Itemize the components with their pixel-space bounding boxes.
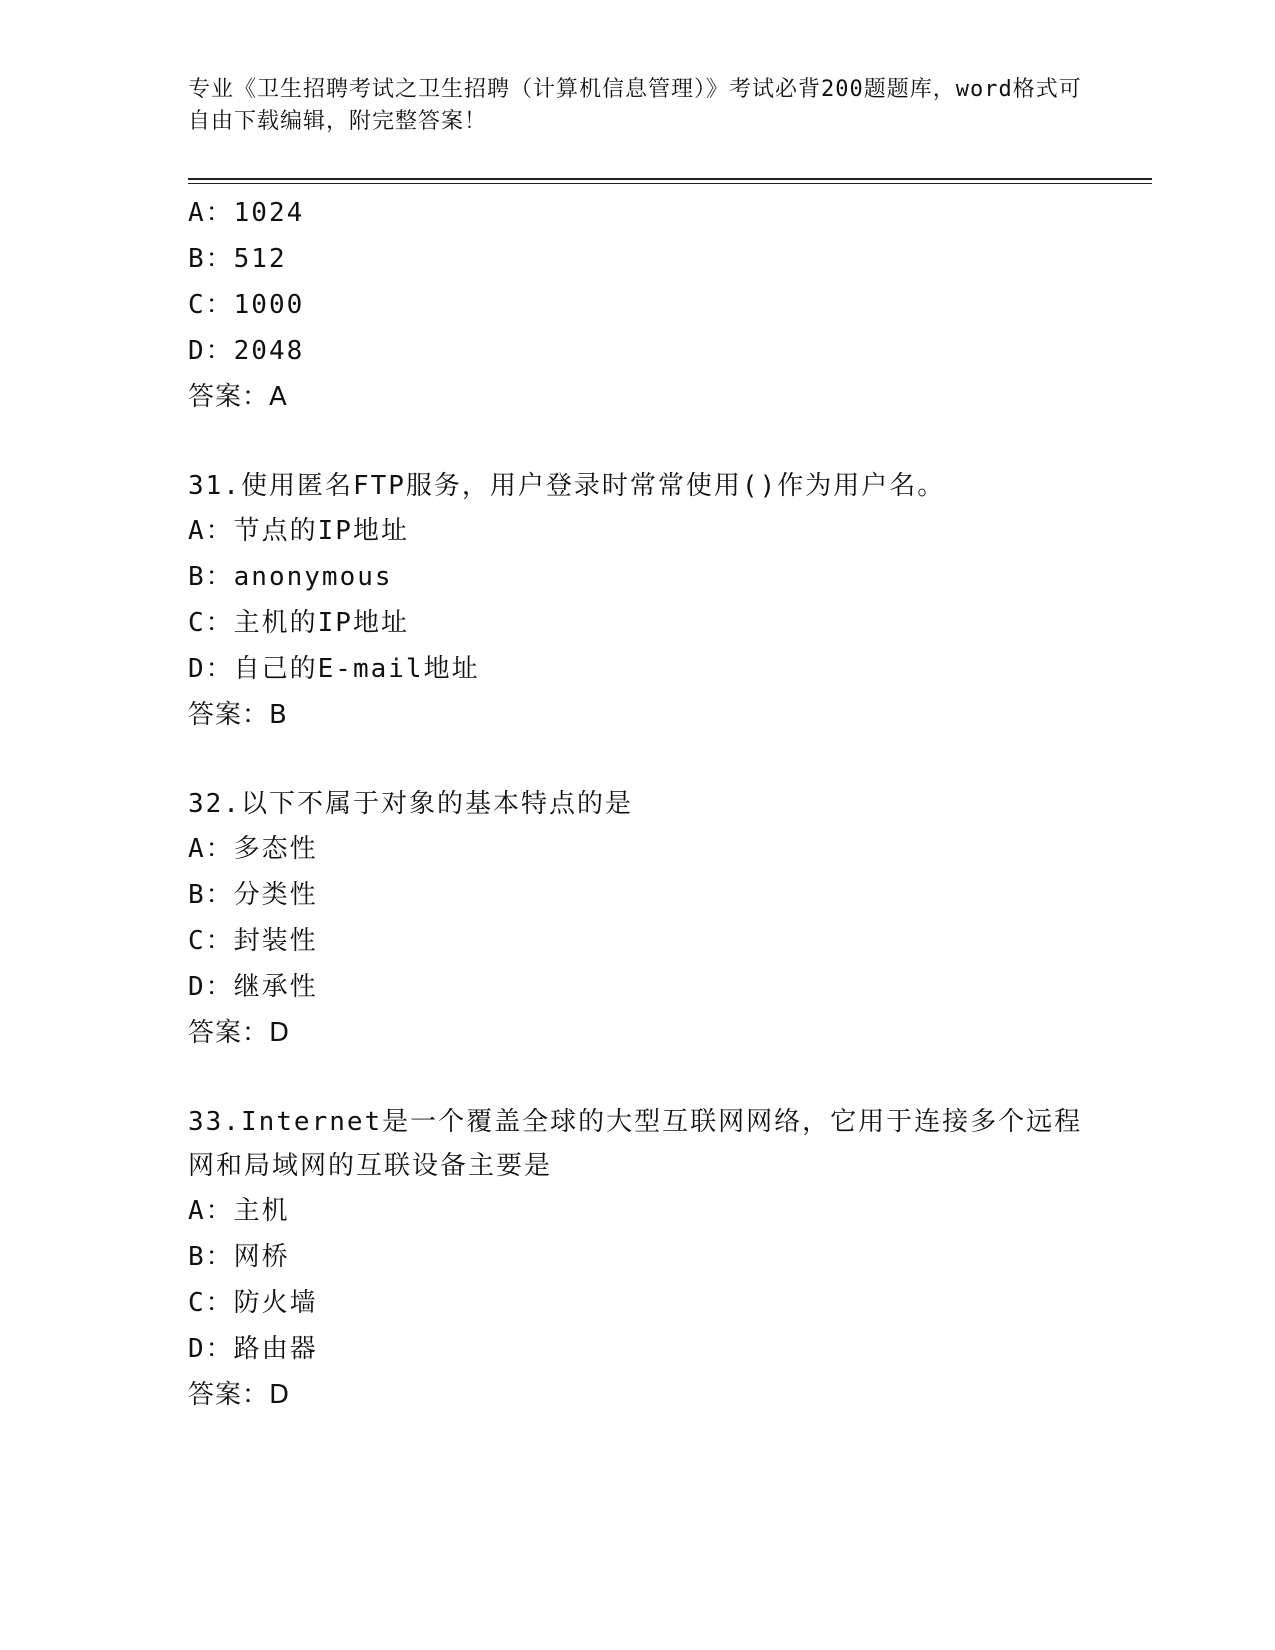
option-b: B：anonymous — [188, 562, 393, 592]
option-c: C：1000 — [188, 290, 305, 320]
answer-line: 答案：D — [188, 1380, 291, 1410]
question-text: 32.以下不属于对象的基本特点的是 — [188, 789, 633, 819]
document-header: 专业《卫生招聘考试之卫生招聘（计算机信息管理）》考试必背200题题库，word格式可自由下载编辑，附完整答案！ — [188, 77, 1082, 134]
option-a: A：多态性 — [188, 834, 318, 864]
question-list — [188, 190, 1088, 1418]
answer-line: 答案：B — [188, 700, 288, 730]
question-block — [188, 190, 1088, 420]
option-c: C：防火墙 — [188, 1288, 318, 1318]
question-text: 31.使用匿名FTP服务，用户登录时常常使用()作为用户名。 — [188, 471, 946, 501]
option-d: D：2048 — [188, 336, 305, 366]
option-a: A：节点的IP地址 — [188, 516, 409, 546]
question-block — [188, 782, 1088, 1056]
option-d: D：路由器 — [188, 1334, 318, 1364]
option-c: C：主机的IP地址 — [188, 608, 409, 638]
option-b: B：分类性 — [188, 880, 318, 910]
header-rule-thick — [188, 178, 1152, 180]
answer-line: 答案：A — [188, 382, 288, 412]
option-a: A：1024 — [188, 198, 305, 228]
question-block — [188, 464, 1088, 738]
question-text: 33.Internet是一个覆盖全球的大型互联网网络，它用于连接多个远程网和局域网的互联设备主要是 — [188, 1107, 1083, 1181]
option-c: C：封装性 — [188, 926, 318, 956]
header-rule-thin — [188, 183, 1152, 184]
answer-line: 答案：D — [188, 1018, 291, 1048]
option-b: B：网桥 — [188, 1242, 290, 1272]
option-b: B：512 — [188, 244, 287, 274]
option-d: D：继承性 — [188, 972, 318, 1002]
question-block — [188, 1100, 1088, 1418]
option-d: D：自己的E-mail地址 — [188, 654, 480, 684]
option-a: A：主机 — [188, 1196, 290, 1226]
